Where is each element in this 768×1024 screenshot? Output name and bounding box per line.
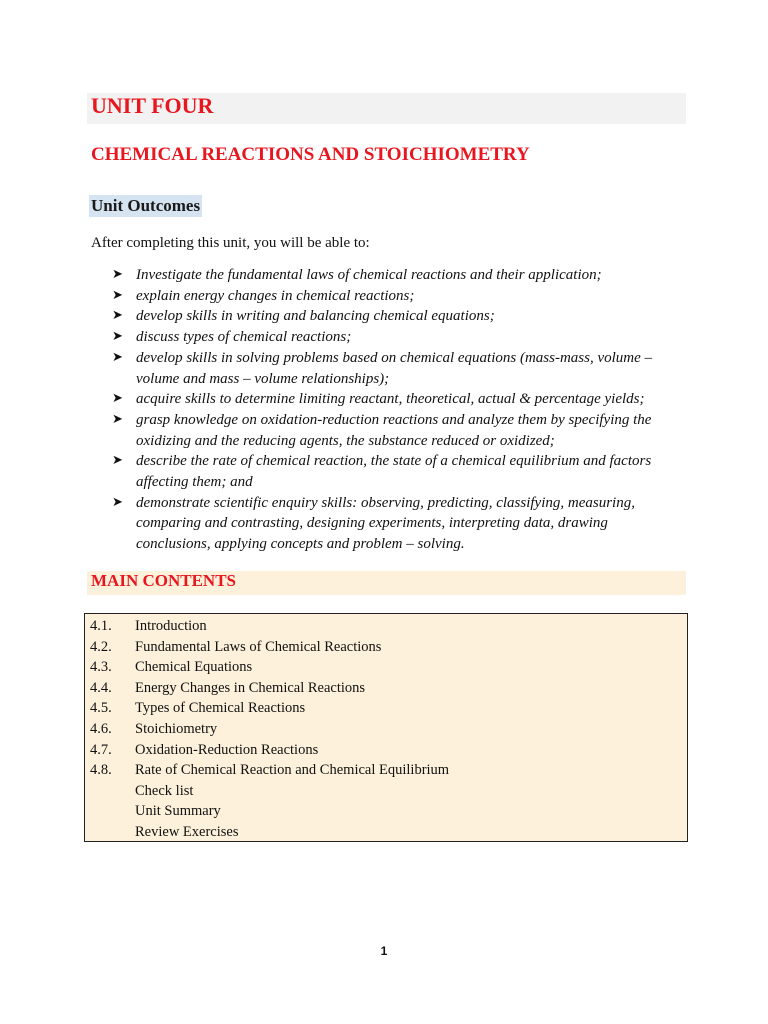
contents-number: 4.4. bbox=[90, 679, 112, 696]
outcome-text: demonstrate scientific enquiry skills: observing, predicting, classifying, measuring, comparing and contrasting, designing experiments, interpreting data, drawing conclusions, applying concepts and problem – solving. bbox=[136, 494, 635, 553]
contents-title: Introduction bbox=[135, 618, 207, 634]
outcome-text: explain energy changes in chemical reactions; bbox=[136, 287, 415, 304]
arrowhead-bullet-icon: ➤ bbox=[112, 308, 123, 324]
contents-number: 4.7. bbox=[90, 741, 112, 758]
contents-item bbox=[90, 657, 449, 678]
outcome-text: develop skills in writing and balancing chemical equations; bbox=[136, 308, 495, 325]
contents-item bbox=[90, 698, 449, 719]
contents-item bbox=[90, 760, 449, 781]
contents-list bbox=[90, 616, 449, 843]
outcomes-list bbox=[112, 265, 672, 555]
outcome-item bbox=[112, 389, 672, 410]
outcome-item bbox=[112, 451, 672, 492]
contents-title: Review Exercises bbox=[135, 823, 239, 840]
contents-item bbox=[90, 637, 449, 658]
arrowhead-bullet-icon: ➤ bbox=[112, 329, 123, 345]
contents-title: Stoichiometry bbox=[135, 720, 218, 737]
contents-title: Rate of Chemical Reaction and Chemical Equilibrium bbox=[135, 762, 450, 779]
arrowhead-bullet-icon: ➤ bbox=[112, 349, 123, 365]
outcome-text: discuss types of chemical reactions; bbox=[136, 329, 352, 346]
outcome-text: describe the rate of chemical reaction, the state of a chemical equilibrium and factors affecting them; and bbox=[136, 453, 652, 491]
outcome-text: develop skills in solving problems based on chemical equations (mass-mass, volume – volume and mass – volume relationships); bbox=[136, 349, 653, 387]
contents-item bbox=[90, 801, 449, 822]
arrowhead-bullet-icon: ➤ bbox=[112, 453, 123, 469]
contents-number: 4.8. bbox=[90, 762, 112, 779]
contents-item bbox=[90, 616, 449, 637]
contents-title: Chemical Equations bbox=[135, 659, 253, 676]
arrowhead-bullet-icon: ➤ bbox=[112, 411, 123, 427]
outcome-item bbox=[112, 493, 672, 555]
page-number: 1 bbox=[380, 944, 388, 958]
contents-number: 4.1. bbox=[90, 618, 112, 634]
contents-item bbox=[90, 719, 449, 740]
chapter-title: CHEMICAL REACTIONS AND STOICHIOMETRY bbox=[91, 144, 530, 165]
contents-number: 4.2. bbox=[90, 638, 112, 655]
contents-item bbox=[90, 781, 449, 802]
outcomes-intro: After completing this unit, you will be able to: bbox=[91, 235, 370, 251]
contents-number: 4.3. bbox=[90, 659, 112, 676]
contents-title: Check list bbox=[135, 782, 194, 799]
outcome-item bbox=[112, 265, 672, 286]
outcome-text: grasp knowledge on oxidation-reduction reactions and analyze them by specifying the oxidizing and the reducing agents, the substance reduced or oxidized; bbox=[136, 411, 652, 449]
outcome-text: Investigate the fundamental laws of chemical reactions and their application; bbox=[136, 267, 602, 283]
outcome-item bbox=[112, 348, 672, 389]
contents-item bbox=[90, 740, 449, 761]
contents-item bbox=[90, 822, 449, 843]
contents-title: Energy Changes in Chemical Reactions bbox=[135, 679, 366, 696]
outcome-item bbox=[112, 410, 672, 451]
contents-number: 4.6. bbox=[90, 720, 112, 737]
contents-title: Fundamental Laws of Chemical Reactions bbox=[135, 638, 382, 655]
unit-title: UNIT FOUR bbox=[91, 93, 214, 118]
contents-title: Unit Summary bbox=[135, 803, 221, 820]
contents-box bbox=[84, 613, 688, 842]
arrowhead-bullet-icon: ➤ bbox=[112, 287, 123, 303]
unit-outcomes-heading: Unit Outcomes bbox=[91, 196, 201, 215]
arrowhead-bullet-icon: ➤ bbox=[112, 494, 123, 510]
contents-number: 4.5. bbox=[90, 700, 112, 717]
main-contents-heading: MAIN CONTENTS bbox=[91, 571, 236, 590]
arrowhead-bullet-icon: ➤ bbox=[112, 391, 123, 407]
contents-title: Types of Chemical Reactions bbox=[135, 700, 306, 717]
outcome-item bbox=[112, 286, 672, 307]
outcome-item bbox=[112, 306, 672, 327]
outcome-item bbox=[112, 327, 672, 348]
contents-item bbox=[90, 678, 449, 699]
outcome-text: acquire skills to determine limiting reactant, theoretical, actual & percentage yields; bbox=[136, 391, 645, 408]
contents-title: Oxidation-Reduction Reactions bbox=[135, 741, 319, 758]
arrowhead-bullet-icon: ➤ bbox=[112, 267, 123, 282]
